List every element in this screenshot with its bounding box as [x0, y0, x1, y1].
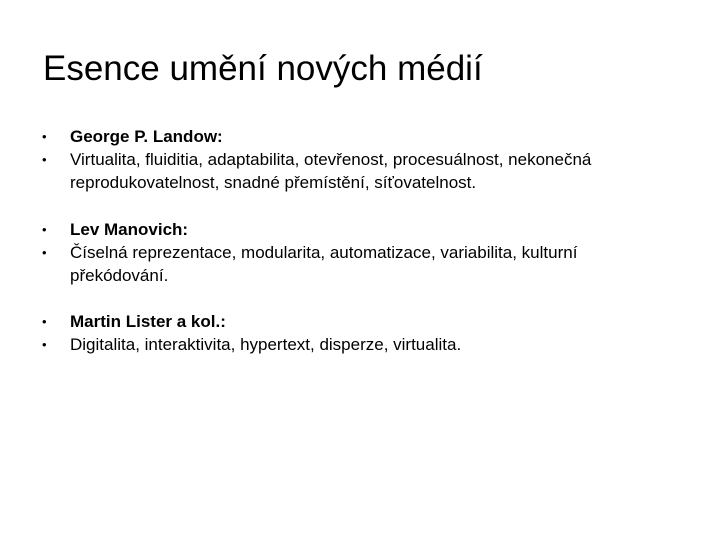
author-concepts: Číselná reprezentace, modularita, automatizace, variabilita, kulturní překódování. — [70, 243, 578, 285]
bullet-icon: • — [42, 245, 47, 260]
list-item — [0, 241, 640, 287]
slide-title: Esence umění nových médií — [43, 49, 483, 88]
bullet-icon: • — [42, 152, 47, 167]
list-item — [0, 310, 640, 333]
bullet-group-lister — [0, 310, 720, 356]
bullet-group-landow — [0, 125, 720, 194]
author-concepts: Virtualita, fluiditia, adaptabilita, otevřenost, procesuálnost, nekonečná reprodukovatelnost, snadné přemístění, síťovatelnost. — [70, 150, 592, 192]
author-heading: George P. Landow: — [70, 127, 223, 146]
author-heading: Lev Manovich: — [70, 220, 189, 239]
author-concepts: Digitalita, interaktivita, hypertext, disperze, virtualita. — [70, 335, 462, 354]
bullet-group-manovich — [0, 218, 720, 287]
bullet-icon: • — [42, 337, 47, 352]
list-item — [0, 148, 640, 194]
bullet-icon: • — [42, 129, 47, 144]
bullet-icon: • — [42, 314, 47, 329]
list-item — [0, 125, 640, 148]
list-item — [0, 333, 640, 356]
list-item — [0, 218, 640, 241]
bullet-icon: • — [42, 222, 47, 237]
author-heading: Martin Lister a kol.: — [70, 312, 226, 331]
